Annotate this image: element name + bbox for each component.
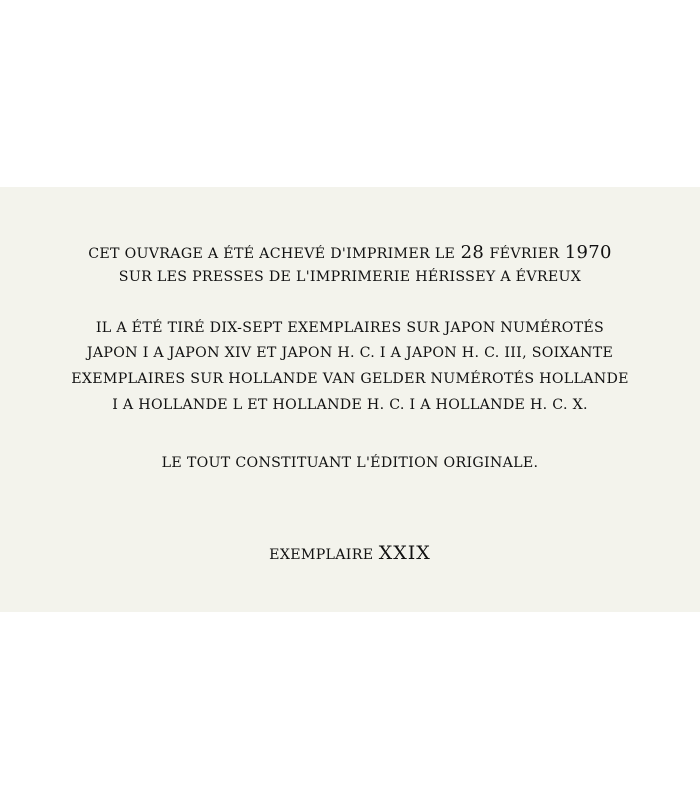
printing-year: 1970 — [564, 242, 612, 263]
printing-month: FÉVRIER — [489, 246, 560, 262]
colophon-page — [0, 187, 700, 612]
copy-number: XXIX — [378, 542, 431, 564]
printer-line: SUR LES PRESSES DE L'IMPRIMERIE HÉRISSEY A ÉVREUX — [118, 269, 582, 285]
print-run-line-3: EXEMPLAIRES SUR HOLLANDE VAN GELDER NUMÉROTÉS HOLLANDE — [71, 371, 629, 387]
original-edition-line: LE TOUT CONSTITUANT L'ÉDITION ORIGINALE. — [161, 455, 539, 471]
copy-number-line — [0, 542, 700, 564]
print-run-line-2: JAPON I A JAPON XIV ET JAPON H. C. I A JAPON H. C. III, SOIXANTE — [86, 345, 614, 361]
copy-label: EXEMPLAIRE — [269, 547, 374, 563]
print-run-line-1: IL A ÉTÉ TIRÉ DIX-SEPT EXEMPLAIRES SUR JAPON NUMÉROTÉS — [95, 320, 605, 336]
printing-day: 28 — [460, 242, 485, 263]
print-run-line-4: I A HOLLANDE L ET HOLLANDE H. C. I A HOLLANDE H. C. X. — [112, 397, 588, 413]
printing-completion-line — [0, 242, 700, 263]
printing-completion-text: CET OUVRAGE A ÉTÉ ACHEVÉ D'IMPRIMER LE — [88, 246, 456, 262]
